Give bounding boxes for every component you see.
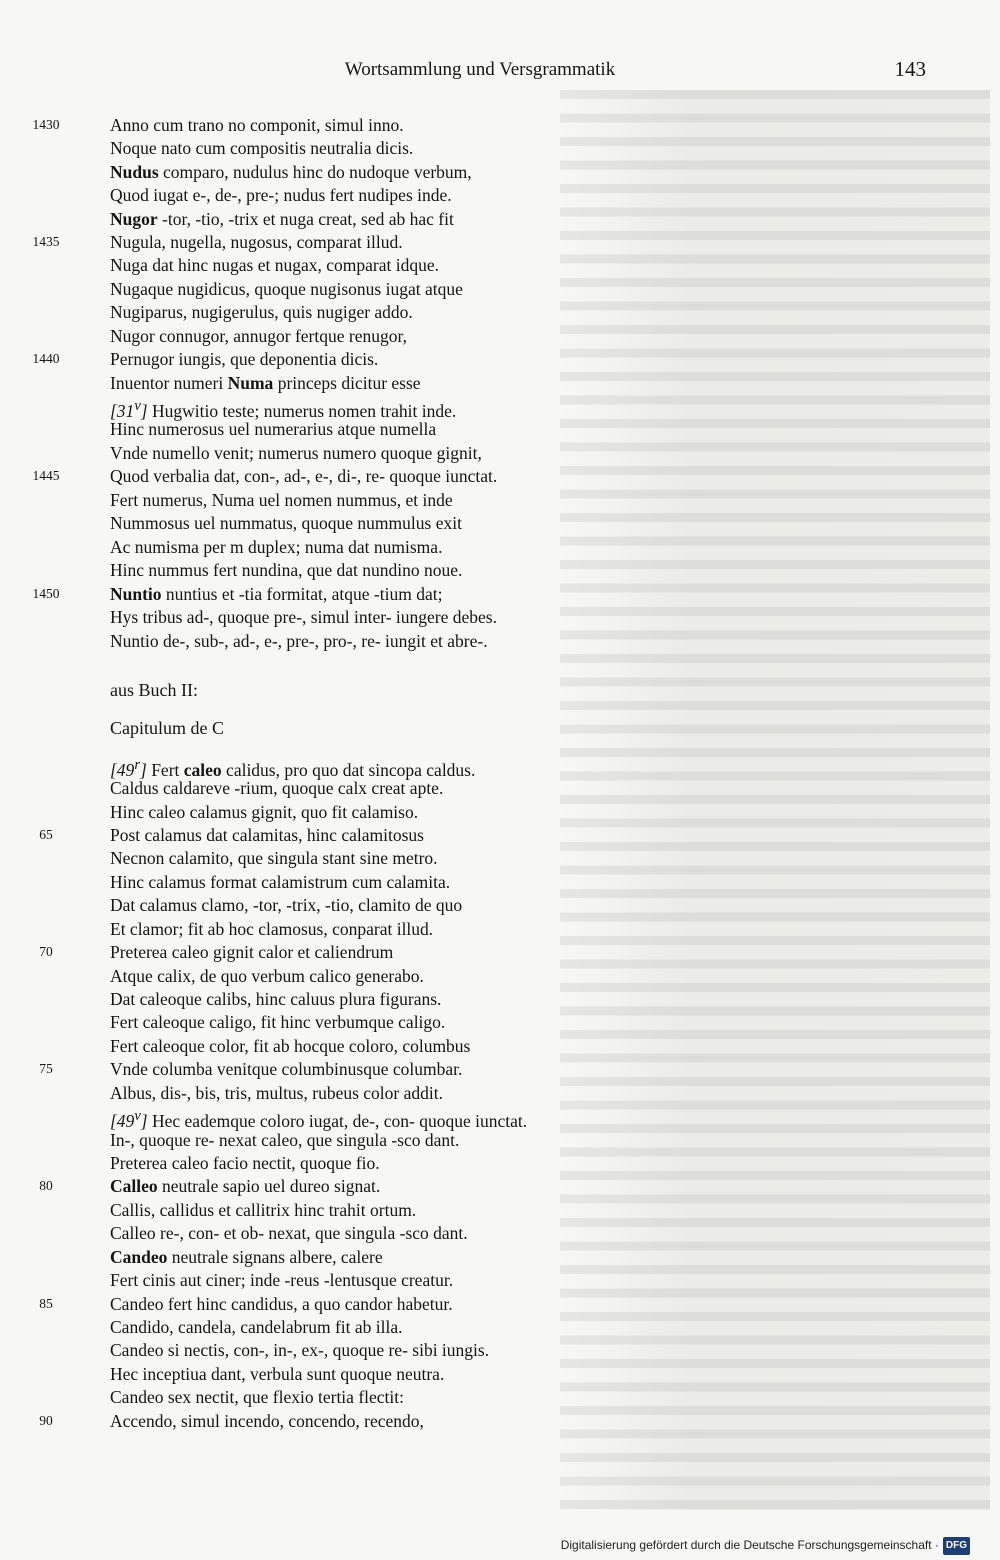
verse-text: princeps dicitur esse xyxy=(273,373,421,393)
verse-line: Quod iugat e-, de-, pre-; nudus fert nudipes inde. xyxy=(110,185,452,205)
verse-line: Fert cinis aut ciner; inde -reus -lentusque creatur. xyxy=(110,1270,454,1290)
line-number: 90 xyxy=(39,1413,53,1428)
verse-line: Nugor connugor, annugor fertque renugor, xyxy=(110,326,407,346)
verse-line: Nuga dat hinc nugas et nugax, comparat idque. xyxy=(110,255,439,275)
verse-line: Atque calix, de quo verbum calico generabo. xyxy=(110,966,424,986)
verse-line: Quod verbalia dat, con-, ad-, e-, di-, re- quoque iunctat. xyxy=(110,466,498,486)
verse-text: neutrale sapio uel dureo signat. xyxy=(157,1176,381,1196)
verse-line: Nuntio de-, sub-, ad-, e-, pre-, pro-, re- iungit et abre-. xyxy=(110,631,488,651)
dfg-logo: DFG xyxy=(943,1537,970,1555)
verse-line: Et clamor; fit ab hoc clamosus, conparat illud. xyxy=(110,919,434,939)
line-number: 1445 xyxy=(32,468,60,483)
verse-line: Nugiparus, nugigerulus, quis nugiger addo. xyxy=(110,302,413,322)
chapter-heading: Capitulum de C xyxy=(110,718,224,738)
line-number: 70 xyxy=(39,944,53,959)
verse-line: Candeo si nectis, con-, in-, ex-, quoque re- sibi iungis. xyxy=(110,1340,490,1360)
verse-line: Hys tribus ad-, quoque pre-, simul inter- iungere debes. xyxy=(110,607,497,627)
verse-line xyxy=(110,208,454,230)
line-number: 1440 xyxy=(32,351,60,366)
folio-reference: [31$^v$] xyxy=(110,398,148,421)
verse-text: -tor, -tio, -trix et nuga creat, sed ab hac fit xyxy=(157,209,454,229)
verse-line: Calleo re-, con- et ob- nexat, que singula -sco dant. xyxy=(110,1223,468,1243)
verse-line xyxy=(110,1175,380,1197)
verse-text: Inuentor numeri xyxy=(110,373,228,393)
verse-line: Vnde columba venitque columbinusque columbar. xyxy=(110,1059,463,1079)
line-number: 1430 xyxy=(32,117,60,132)
verse-text: neutrale signans albere, calere xyxy=(167,1247,383,1267)
footer-credit xyxy=(561,1537,970,1555)
verse-line: Ac numisma per m duplex; numa dat numisma. xyxy=(110,537,443,557)
verse-line xyxy=(110,583,442,605)
verse-line: Candeo sex nectit, que flexio tertia flectit: xyxy=(110,1387,404,1407)
verse-text: calidus, pro quo dat sincopa caldus. xyxy=(221,759,476,780)
show-through-text xyxy=(560,90,990,1510)
verse-line: Candido, candela, candelabrum fit ab illa. xyxy=(110,1317,403,1337)
lemma: Numa xyxy=(227,373,274,393)
verse-line: Nugaque nugidicus, quoque nugisonus iugat atque xyxy=(110,279,463,299)
verse-line: In-, quoque re- nexat caleo, que singula -sco dant. xyxy=(110,1130,460,1150)
verse-text: Fert xyxy=(146,759,184,780)
verse-line: Hec inceptiua dant, verbula sunt quoque neutra. xyxy=(110,1364,445,1384)
verse-line: Preterea caleo gignit calor et caliendrum xyxy=(110,942,394,962)
verse-line: Hinc nummus fert nundina, que dat nundino noue. xyxy=(110,560,463,580)
verse-line: Noque nato cum compositis neutralia dicis. xyxy=(110,138,414,158)
lemma: Candeo xyxy=(110,1247,168,1267)
verse-line: Hinc numerosus uel numerarius atque numella xyxy=(110,419,437,439)
verse-line xyxy=(110,372,421,394)
line-number: 75 xyxy=(39,1061,53,1076)
verse-line: Fert numerus, Numa uel nomen nummus, et inde xyxy=(110,490,453,510)
verse-line: Fert caleoque caligo, fit hinc verbumque caligo. xyxy=(110,1012,446,1032)
verse-line: Vnde numello venit; numerus numero quoque gignit, xyxy=(110,443,482,463)
verse-text: Hugwitio teste; numerus nomen trahit inde. xyxy=(147,400,457,421)
verse-line: Post calamus dat calamitas, hinc calamitosus xyxy=(110,825,424,845)
lemma: caleo xyxy=(183,759,222,780)
page-number: 143 xyxy=(894,57,926,81)
verse-text: Hec eademque coloro iugat, de-, con- quoque iunctat. xyxy=(147,1110,528,1131)
verse-text: nuntius et -tia formitat, atque -tium dat; xyxy=(161,584,443,604)
folio-reference: [49$^v$] xyxy=(110,1108,148,1131)
verse-line: Dat calamus clamo, -tor, -trix, -tio, clamito de quo xyxy=(110,895,463,915)
verse-line xyxy=(110,161,472,183)
verse-line: Callis, callidus et callitrix hinc trahit ortum. xyxy=(110,1200,417,1220)
verse-line: Preterea caleo facio nectit, quoque fio. xyxy=(110,1153,380,1173)
section-heading: aus Buch II: xyxy=(110,680,198,700)
verse-line: Dat caleoque calibs, hinc caluus plura figurans. xyxy=(110,989,442,1009)
verse-text: comparo, nudulus hinc do nudoque verbum, xyxy=(158,162,472,182)
line-number: 85 xyxy=(39,1296,53,1311)
verse-line xyxy=(110,1246,383,1268)
lemma: Nudus xyxy=(110,162,159,182)
lemma: Nuntio xyxy=(110,584,162,604)
verse-line: Nugula, nugella, nugosus, comparat illud. xyxy=(110,232,403,252)
footer-text: Digitalisierung gefördert durch die Deutsche Forschungsgemeinschaft · xyxy=(560,1538,939,1553)
line-number: 65 xyxy=(39,827,53,842)
verse-line xyxy=(110,1105,527,1132)
verse-line: Pernugor iungis, que deponentia dicis. xyxy=(110,349,379,369)
running-header: Wortsammlung und Versgrammatik xyxy=(344,59,616,80)
verse-line: Hinc caleo calamus gignit, quo fit calamiso. xyxy=(110,802,419,822)
line-number: 1450 xyxy=(32,586,60,601)
line-number: 80 xyxy=(39,1178,53,1193)
folio-reference: [49$^r$] xyxy=(110,757,147,780)
verse-line: Caldus caldareve -rium, quoque calx creat apte. xyxy=(110,778,444,798)
verse-line: Necnon calamito, que singula stant sine metro. xyxy=(110,848,438,868)
lemma: Nugor xyxy=(110,209,158,229)
verse-line: Anno cum trano no componit, simul inno. xyxy=(110,115,404,135)
verse-line: Hinc calamus format calamistrum cum calamita. xyxy=(110,872,451,892)
verse-line: Nummosus uel nummatus, quoque nummulus exit xyxy=(110,513,462,533)
line-number: 1435 xyxy=(32,234,60,249)
verse-line: Candeo fert hinc candidus, a quo candor habetur. xyxy=(110,1294,453,1314)
verse-line: Accendo, simul incendo, concendo, recendo, xyxy=(110,1411,424,1431)
verse-line: Fert caleoque color, fit ab hocque coloro, columbus xyxy=(110,1036,471,1056)
verse-line: Albus, dis-, bis, tris, multus, rubeus color addit. xyxy=(110,1083,443,1103)
lemma: Calleo xyxy=(110,1176,158,1196)
